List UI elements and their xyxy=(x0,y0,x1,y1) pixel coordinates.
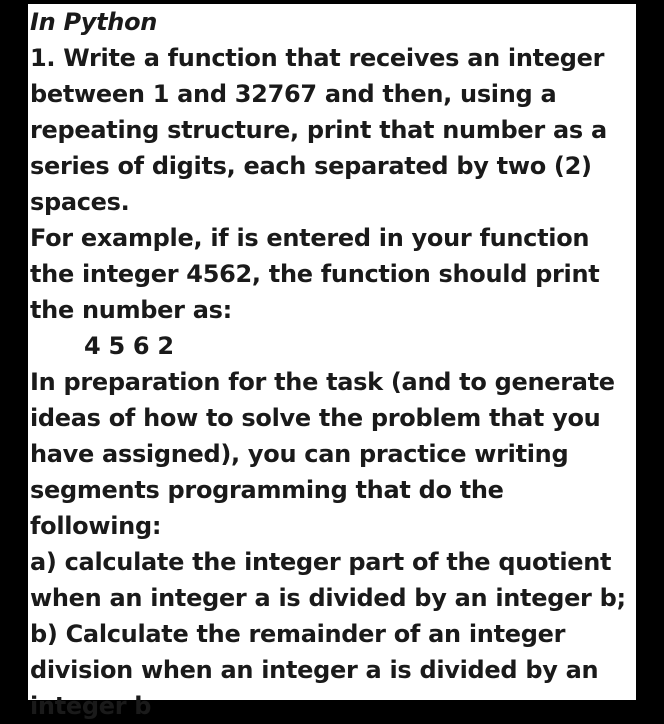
text-line: For example, if is entered in your function xyxy=(30,224,590,252)
text-line: In preparation for the task (and to generate xyxy=(30,368,615,396)
text-line: segments programming that do the xyxy=(30,476,504,504)
text-line: the integer 4562, the function should print xyxy=(30,260,600,288)
document-text xyxy=(30,4,634,720)
text-line: division when an integer a is divided by an xyxy=(30,656,599,684)
example-output: 4 5 6 2 xyxy=(84,332,174,360)
text-line: the number as: xyxy=(30,296,232,324)
document-page xyxy=(28,4,636,720)
text-line: when an integer a is divided by an integer b; xyxy=(30,584,626,612)
text-line: between 1 and 32767 and then, using a xyxy=(30,80,557,108)
text-line: following: xyxy=(30,512,162,540)
text-line: series of digits, each separated by two (2) xyxy=(30,152,592,180)
text-line: 1. Write a function that receives an integer xyxy=(30,44,605,72)
text-line: repeating structure, print that number as a xyxy=(30,116,607,144)
text-line: spaces. xyxy=(30,188,130,216)
text-line-cut-off: integer b xyxy=(30,692,152,720)
text-line: ideas of how to solve the problem that you xyxy=(30,404,601,432)
text-line: a) calculate the integer part of the quotient xyxy=(30,548,612,576)
text-line: b) Calculate the remainder of an integer xyxy=(30,620,566,648)
document-title: In Python xyxy=(30,8,158,36)
text-line: have assigned), you can practice writing xyxy=(30,440,569,468)
